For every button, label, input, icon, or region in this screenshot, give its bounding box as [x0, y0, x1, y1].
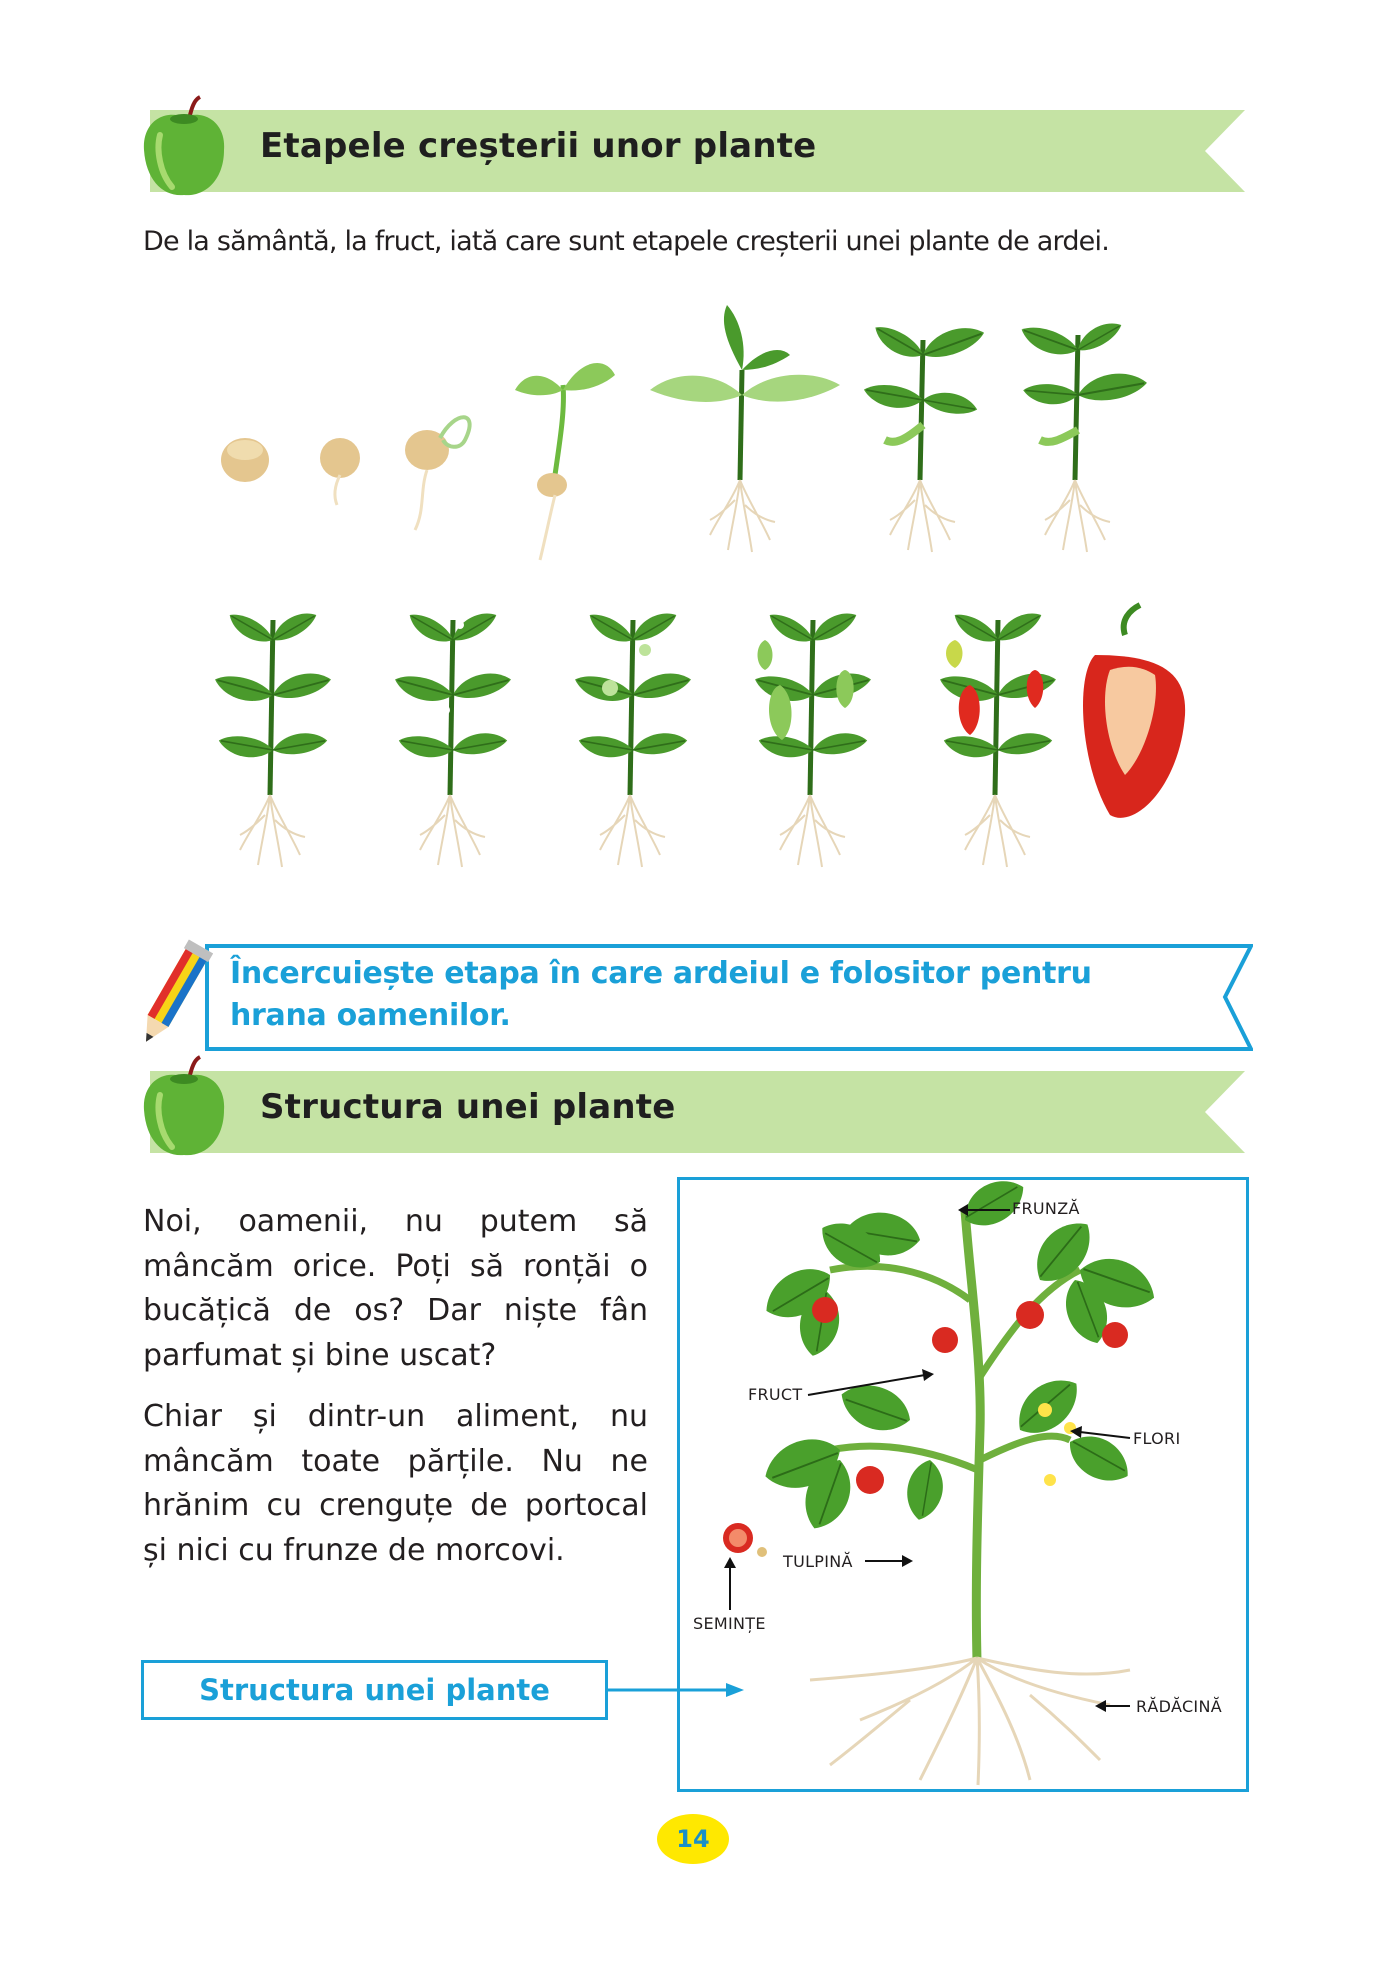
green-pepper-icon — [138, 1055, 230, 1155]
label-flori: FLORI — [1133, 1429, 1181, 1448]
paragraph-2: Chiar și dintr-un aliment, nu mâncăm toate părțile. Nu ne hrănim cu crenguțe de portocal și nici cu frunze de morcovi. — [143, 1399, 648, 1568]
label-seminte: SEMINȚE — [693, 1614, 766, 1633]
structure-label-box: Structura unei plante — [141, 1660, 608, 1720]
label-frunza: FRUNZĂ — [1012, 1199, 1080, 1218]
section-header-structure — [150, 1071, 1245, 1153]
task-instruction: Încercuiește etapa în care ardeiul e folositor pentru hrana oamenilor. — [230, 956, 1092, 1033]
green-pepper-icon — [138, 95, 230, 195]
label-radacina: RĂDĂCINĂ — [1136, 1697, 1222, 1716]
paragraph-1: Noi, oamenii, nu putem să mâncăm orice. Poți să ronțăi o bucățică de os? Dar niște fân parfumat și bine uscat? — [143, 1204, 648, 1373]
pepper-growth-stages-illustration — [215, 300, 1195, 920]
section-title: Etapele creșterii unor plante — [260, 126, 817, 166]
label-tulpina: TULPINĂ — [783, 1552, 853, 1571]
page-number: 14 — [657, 1814, 729, 1864]
label-fruct: FRUCT — [748, 1385, 803, 1404]
plant-structure-diagram — [677, 1177, 1249, 1792]
intro-text: De la sământă, la fruct, iată care sunt etapele creșterii unei plante de ardei. — [143, 226, 1109, 257]
pencil-icon — [133, 935, 213, 1060]
section-header-growth — [150, 110, 1245, 192]
section-title: Structura unei plante — [260, 1087, 676, 1127]
